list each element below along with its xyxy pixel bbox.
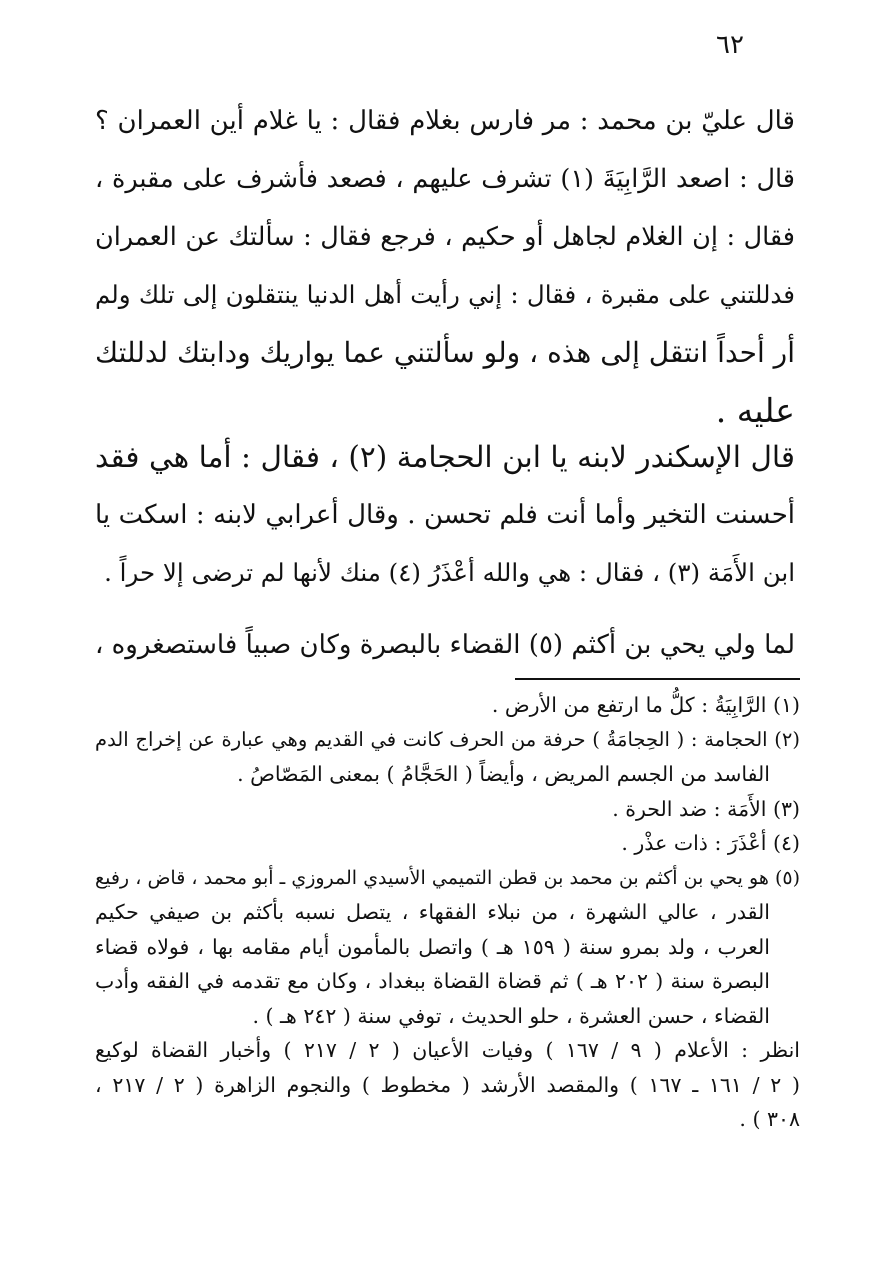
- page-number: ٦٢: [716, 30, 744, 60]
- text-line: قال : اصعد الرَّابِيَةَ (١) تشرف عليهم ، فصعد فأشرف على مقبرة ،: [95, 164, 795, 194]
- paragraph-1: [95, 92, 795, 440]
- footnotes: [95, 688, 800, 1137]
- footnote-5-continuation: القدر ، عالي الشهرة ، من نبلاء الفقهاء ، يتصل نسبه بأكثم بن صيفي حكيم: [95, 900, 770, 924]
- paragraph-3: [95, 616, 795, 674]
- footnote-1: (١) الرَّابِيَةُ : كلُّ ما ارتفع من الأرض .: [491, 693, 800, 717]
- footnote-5-references: انظر : الأعلام ( ٩ / ١٦٧ ) وفيات الأعيان ( ٢ / ٢١٧ ) وأخبار القضاة لوكيع: [95, 1038, 800, 1062]
- text-line: فدللتني على مقبرة ، فقال : إني رأيت أهل الدنيا ينتقلون إلى تلك ولم: [95, 280, 795, 309]
- footnote-3: (٣) الأَمَة : ضد الحرة .: [612, 796, 800, 821]
- text-line: أحسنت التخير وأما أنت فلم تحسن . وقال أعرابي لابنه : اسكت يا: [95, 500, 795, 530]
- footnote-5: (٥) هو يحي بن أكثم بن محمد بن قطن التميمي الأسيدي المروزي ـ أبو محمد ، قاض ، رفيع: [95, 866, 800, 889]
- text-line: قال الإسكندر لابنه يا ابن الحجامة (٢) ، فقال : أما هي فقد: [95, 440, 795, 474]
- footnote-2: (٢) الحجامة : ( الحِجامَةُ ) حرفة من الحرف كانت في القديم وهي عبارة عن إخراج الدم: [95, 727, 800, 751]
- text-line: قال عليّ بن محمد : مر فارس بغلام فقال : يا غلام أين العمران ؟: [95, 106, 795, 136]
- footnote-5-continuation: البصرة سنة ( ٢٠٢ هـ ) ثم قضاة القضاة ببغداد ، وكان مع تقدمه في الفقه وأدب: [95, 969, 770, 993]
- text-line: فقال : إن الغلام لجاهل أو حكيم ، فرجع فقال : سألتك عن العمران: [95, 222, 795, 252]
- footnote-4: (٤) أعْذَرَ : ذات عذْر .: [621, 831, 800, 855]
- footnote-5-continuation: القضاء ، حسن العشرة ، حلو الحديث ، توفي سنة ( ٢٤٢ هـ ) .: [252, 1003, 770, 1028]
- text-line: لما ولي يحي بن أكثم (٥) القضاء بالبصرة وكان صبياً فاستصغروه ،: [95, 630, 795, 660]
- paragraph-2: [95, 428, 795, 602]
- text-line: ابن الأَمَة (٣) ، فقال : هي والله أعْذَرُ (٤) منك لأنها لم ترضى إلا حراً .: [104, 558, 795, 587]
- text-line: عليه .: [715, 391, 795, 430]
- footnote-separator: [515, 678, 800, 680]
- footnote-5-continuation: العرب ، ولد بمرو سنة ( ١٥٩ هـ ) واتصل بالمأمون أيام مقامه بها ، فولاه قضاء: [95, 934, 770, 959]
- footnote-5-references: ٣٠٨ ) .: [739, 1107, 800, 1131]
- footnote-5-references: ( ٢ / ١٦١ ـ ١٦٧ ) والمقصد الأرشد ( مخطوط ) والنجوم الزاهرة ( ٢ / ٢١٧ ،: [95, 1072, 800, 1097]
- text-line: أر أحداً انتقل إلى هذه ، ولو سألتني عما يواريك ودابتك لدللتك: [95, 336, 795, 369]
- footnote-2-continuation: الفاسد من الجسم المريض ، وأيضاً ( الحَجَّامُ ) بمعنى المَصّاصُ .: [237, 762, 770, 786]
